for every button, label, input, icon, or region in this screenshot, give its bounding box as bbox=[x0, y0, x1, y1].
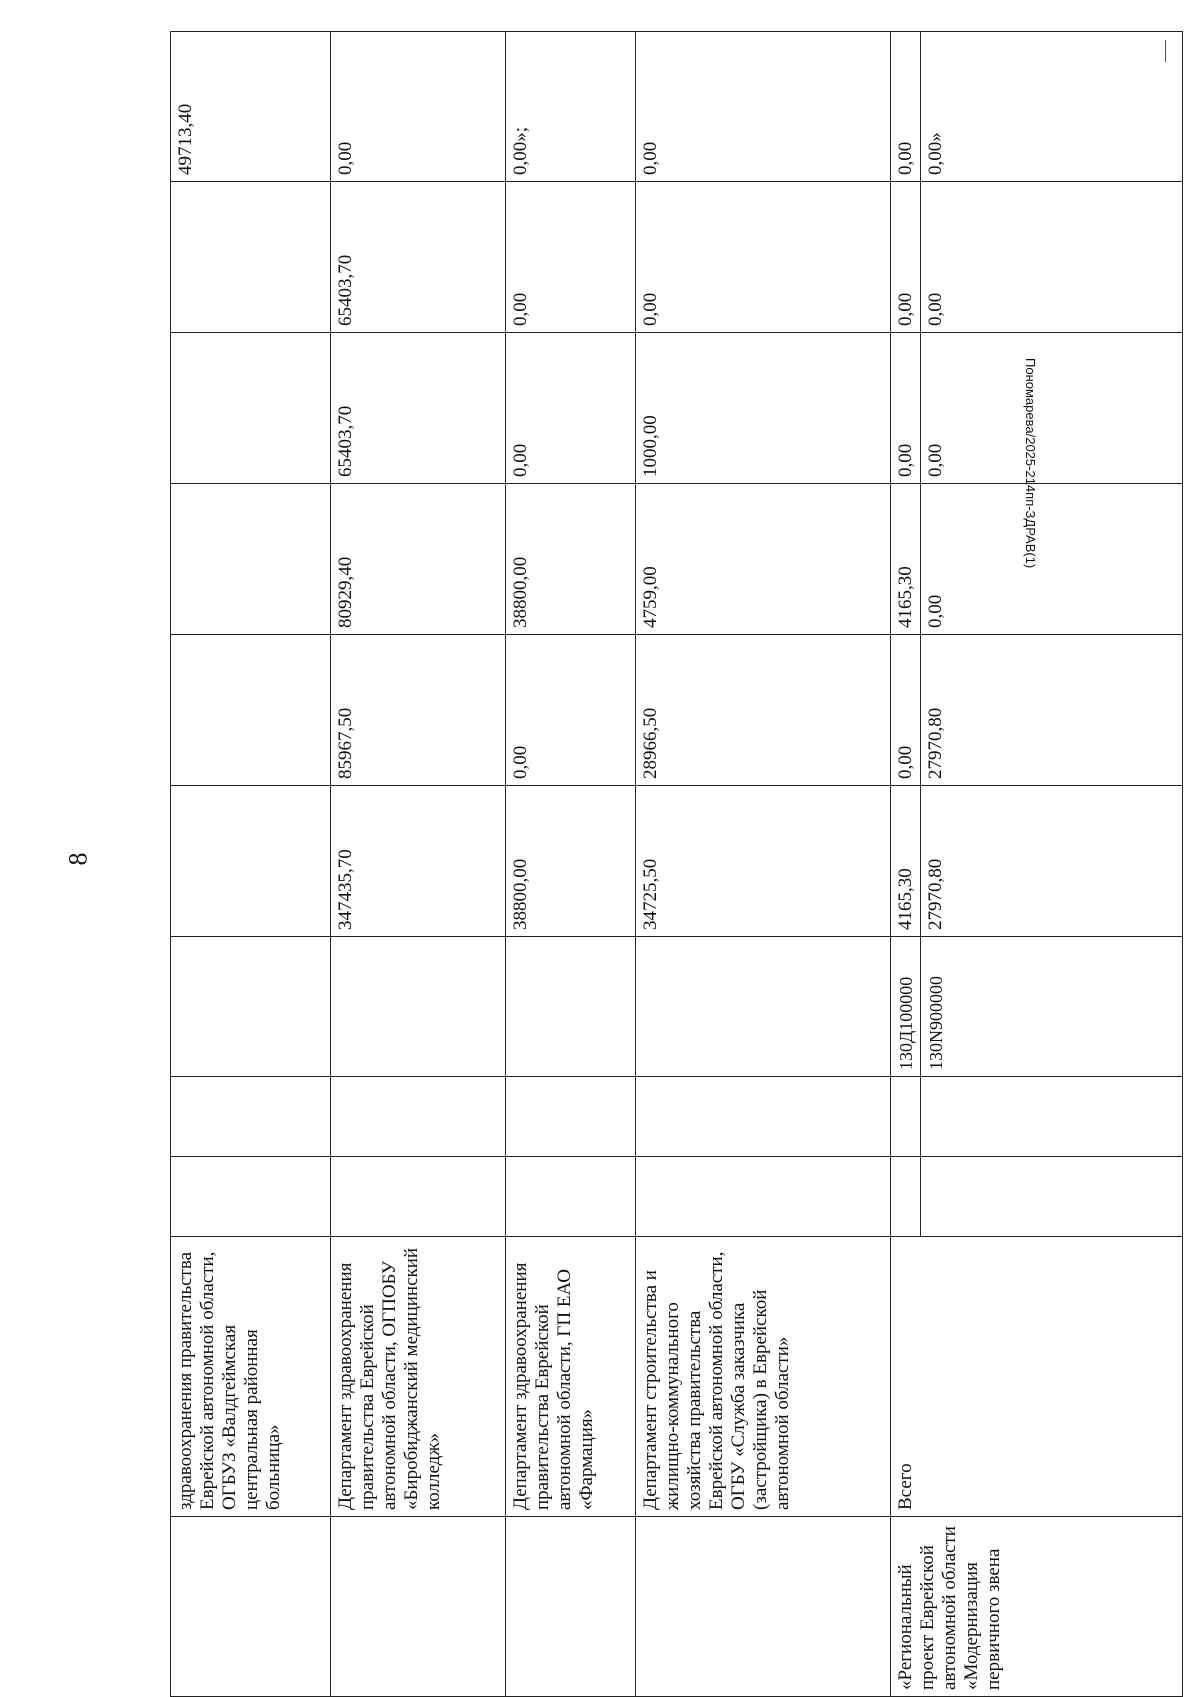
program-cell bbox=[636, 1517, 891, 1697]
budget-code-cell bbox=[171, 937, 331, 1077]
amount-cell: 0,00 bbox=[636, 32, 891, 182]
amount-cell: 4759,00 bbox=[636, 484, 891, 635]
code-part-cell bbox=[921, 1157, 1183, 1237]
budget-code-cell: 130N900000 bbox=[921, 937, 1183, 1077]
amount-cell: 0,00»; bbox=[506, 32, 636, 182]
code-part-cell bbox=[891, 1077, 921, 1157]
amount-cell: 0,00 bbox=[921, 333, 1183, 484]
code-part-cell bbox=[171, 1157, 331, 1237]
page-number: 8 bbox=[63, 852, 93, 866]
executor-cell: Департамент здравоохранения правительства Еврейской автономной области, ГП ЕАО «Фармация» bbox=[506, 1237, 636, 1517]
budget-code-cell: 130Д100000 bbox=[891, 937, 921, 1077]
amount-cell: 0,00 bbox=[921, 182, 1183, 333]
amount-cell: 0,00» bbox=[921, 32, 1183, 182]
funding-table bbox=[170, 31, 1183, 1697]
amount-cell: 65403,70 bbox=[331, 333, 506, 484]
amount-cell: 65403,70 bbox=[331, 182, 506, 333]
amount-cell: 38800,00 bbox=[506, 786, 636, 937]
code-part-cell bbox=[506, 1077, 636, 1157]
budget-code-cell bbox=[506, 937, 636, 1077]
amount-cell bbox=[171, 635, 331, 786]
program-cell: «Региональный проект Еврейской автономной области «Модернизация первичного звена bbox=[891, 1517, 1183, 1697]
code-part-cell bbox=[331, 1077, 506, 1157]
amount-cell: 0,00 bbox=[506, 333, 636, 484]
amount-cell: 4165,30 bbox=[891, 484, 921, 635]
amount-cell: 0,00 bbox=[506, 635, 636, 786]
code-part-cell bbox=[506, 1157, 636, 1237]
executor-cell: здравоохранения правительства Еврейской автономной области, ОГБУЗ «Валдгеймская центральная районная больница» bbox=[171, 1237, 331, 1517]
amount-cell: 27970,80 bbox=[921, 635, 1183, 786]
document-footer: Пономарева/2025-214пп-ЗДРАВ(1) bbox=[1023, 358, 1038, 569]
amount-cell: 49713,40 bbox=[171, 32, 331, 182]
program-cell bbox=[331, 1517, 506, 1697]
executor-cell: Департамент здравоохранения правительства Еврейской автономной области, ОГПОБУ «Биробиджанский медицинский колледж» bbox=[331, 1237, 506, 1517]
table-row bbox=[636, 32, 891, 1697]
amount-cell: 0,00 bbox=[331, 32, 506, 182]
executor-cell: Всего bbox=[891, 1237, 1183, 1517]
executor-cell: Департамент строительства и жилищно-коммунального хозяйства правительства Еврейской автономной области, ОГБУ «Служба заказчика (застройщика) в Еврейской автономной области» bbox=[636, 1237, 891, 1517]
amount-cell: 0,00 bbox=[891, 182, 921, 333]
amount-cell: 0,00 bbox=[636, 182, 891, 333]
amount-cell bbox=[171, 333, 331, 484]
amount-cell: 4165,30 bbox=[891, 786, 921, 937]
amount-cell: 85967,50 bbox=[331, 635, 506, 786]
program-cell bbox=[171, 1517, 331, 1697]
code-part-cell bbox=[921, 1077, 1183, 1157]
code-part-cell bbox=[636, 1157, 891, 1237]
amount-cell: 0,00 bbox=[891, 635, 921, 786]
table-row bbox=[891, 32, 921, 1697]
code-part-cell bbox=[331, 1157, 506, 1237]
amount-cell bbox=[171, 484, 331, 635]
program-cell bbox=[506, 1517, 636, 1697]
code-part-cell bbox=[171, 1077, 331, 1157]
rotated-table-container bbox=[170, 32, 1182, 1697]
amount-cell: 347435,70 bbox=[331, 786, 506, 937]
amount-cell: 0,00 bbox=[506, 182, 636, 333]
amount-cell bbox=[171, 182, 331, 333]
amount-cell: 0,00 bbox=[891, 333, 921, 484]
budget-code-cell bbox=[636, 937, 891, 1077]
table-row bbox=[171, 32, 331, 1697]
budget-code-cell bbox=[331, 937, 506, 1077]
amount-cell: 0,00 bbox=[891, 32, 921, 182]
amount-cell: 1000,00 bbox=[636, 333, 891, 484]
table-row bbox=[506, 32, 636, 1697]
amount-cell bbox=[171, 786, 331, 937]
amount-cell: 34725,50 bbox=[636, 786, 891, 937]
amount-cell: 80929,40 bbox=[331, 484, 506, 635]
table-row bbox=[331, 32, 506, 1697]
code-part-cell bbox=[636, 1077, 891, 1157]
amount-cell: 38800,00 bbox=[506, 484, 636, 635]
amount-cell: 0,00 bbox=[921, 484, 1183, 635]
amount-cell: 28966,50 bbox=[636, 635, 891, 786]
code-part-cell bbox=[891, 1157, 921, 1237]
amount-cell: 27970,80 bbox=[921, 786, 1183, 937]
